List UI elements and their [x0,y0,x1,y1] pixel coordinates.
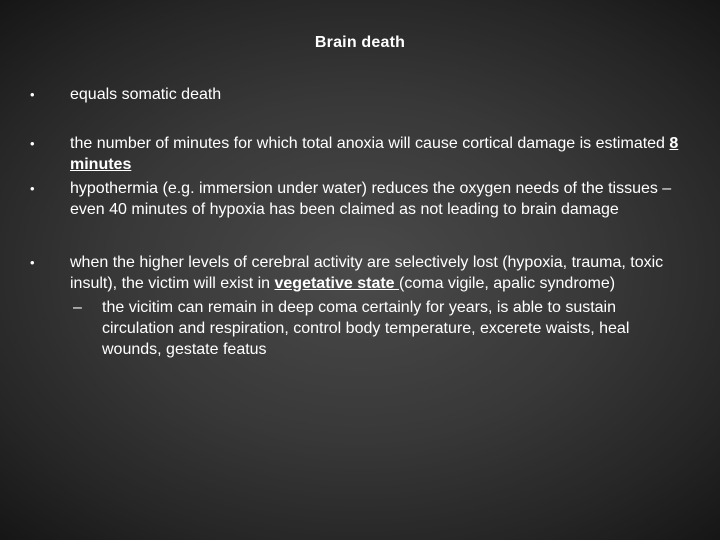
bullet-hypothermia [30,178,680,220]
bullet-anoxia-minutes [30,133,680,175]
bullet-marker: • [30,136,35,151]
bullet-marker: • [30,87,35,102]
sub-bullet-marker: – [73,299,82,316]
bullet-text-after: (coma vigile, apalic syndrome) [399,275,616,292]
sub-bullet-text: the vicitim can remain in deep coma certainly for years, is able to sustain circulation and respiration, control body temperature, excerete waists, heal wounds, gestate featus [102,299,630,358]
slide-title: Brain death [314,34,406,51]
emphasis-vegetative-state: vegetative state [274,275,400,292]
bullet-text: hypothermia (e.g. immersion under water) reduces the oxygen needs of the tissues – even 40 minutes of hypoxia has been claimed as not leading to brain damage [70,180,672,218]
slide-body [30,84,680,360]
bullet-text: equals somatic death [70,86,222,103]
emphasis-8-minutes: 8 minutes [70,135,679,173]
bullet-text: when the higher levels of cerebral activity are selectively lost (hypoxia, trauma, toxic insult), the victim will exist in [70,254,664,292]
bullet-marker: • [30,181,35,196]
bullet-somatic-death [30,84,680,105]
bullet-vegetative-state [30,252,680,294]
sub-bullet-deep-coma [30,297,680,360]
bullet-marker: • [30,255,35,270]
bullet-text: the number of minutes for which total anoxia will cause cortical damage is estimated [70,135,670,152]
